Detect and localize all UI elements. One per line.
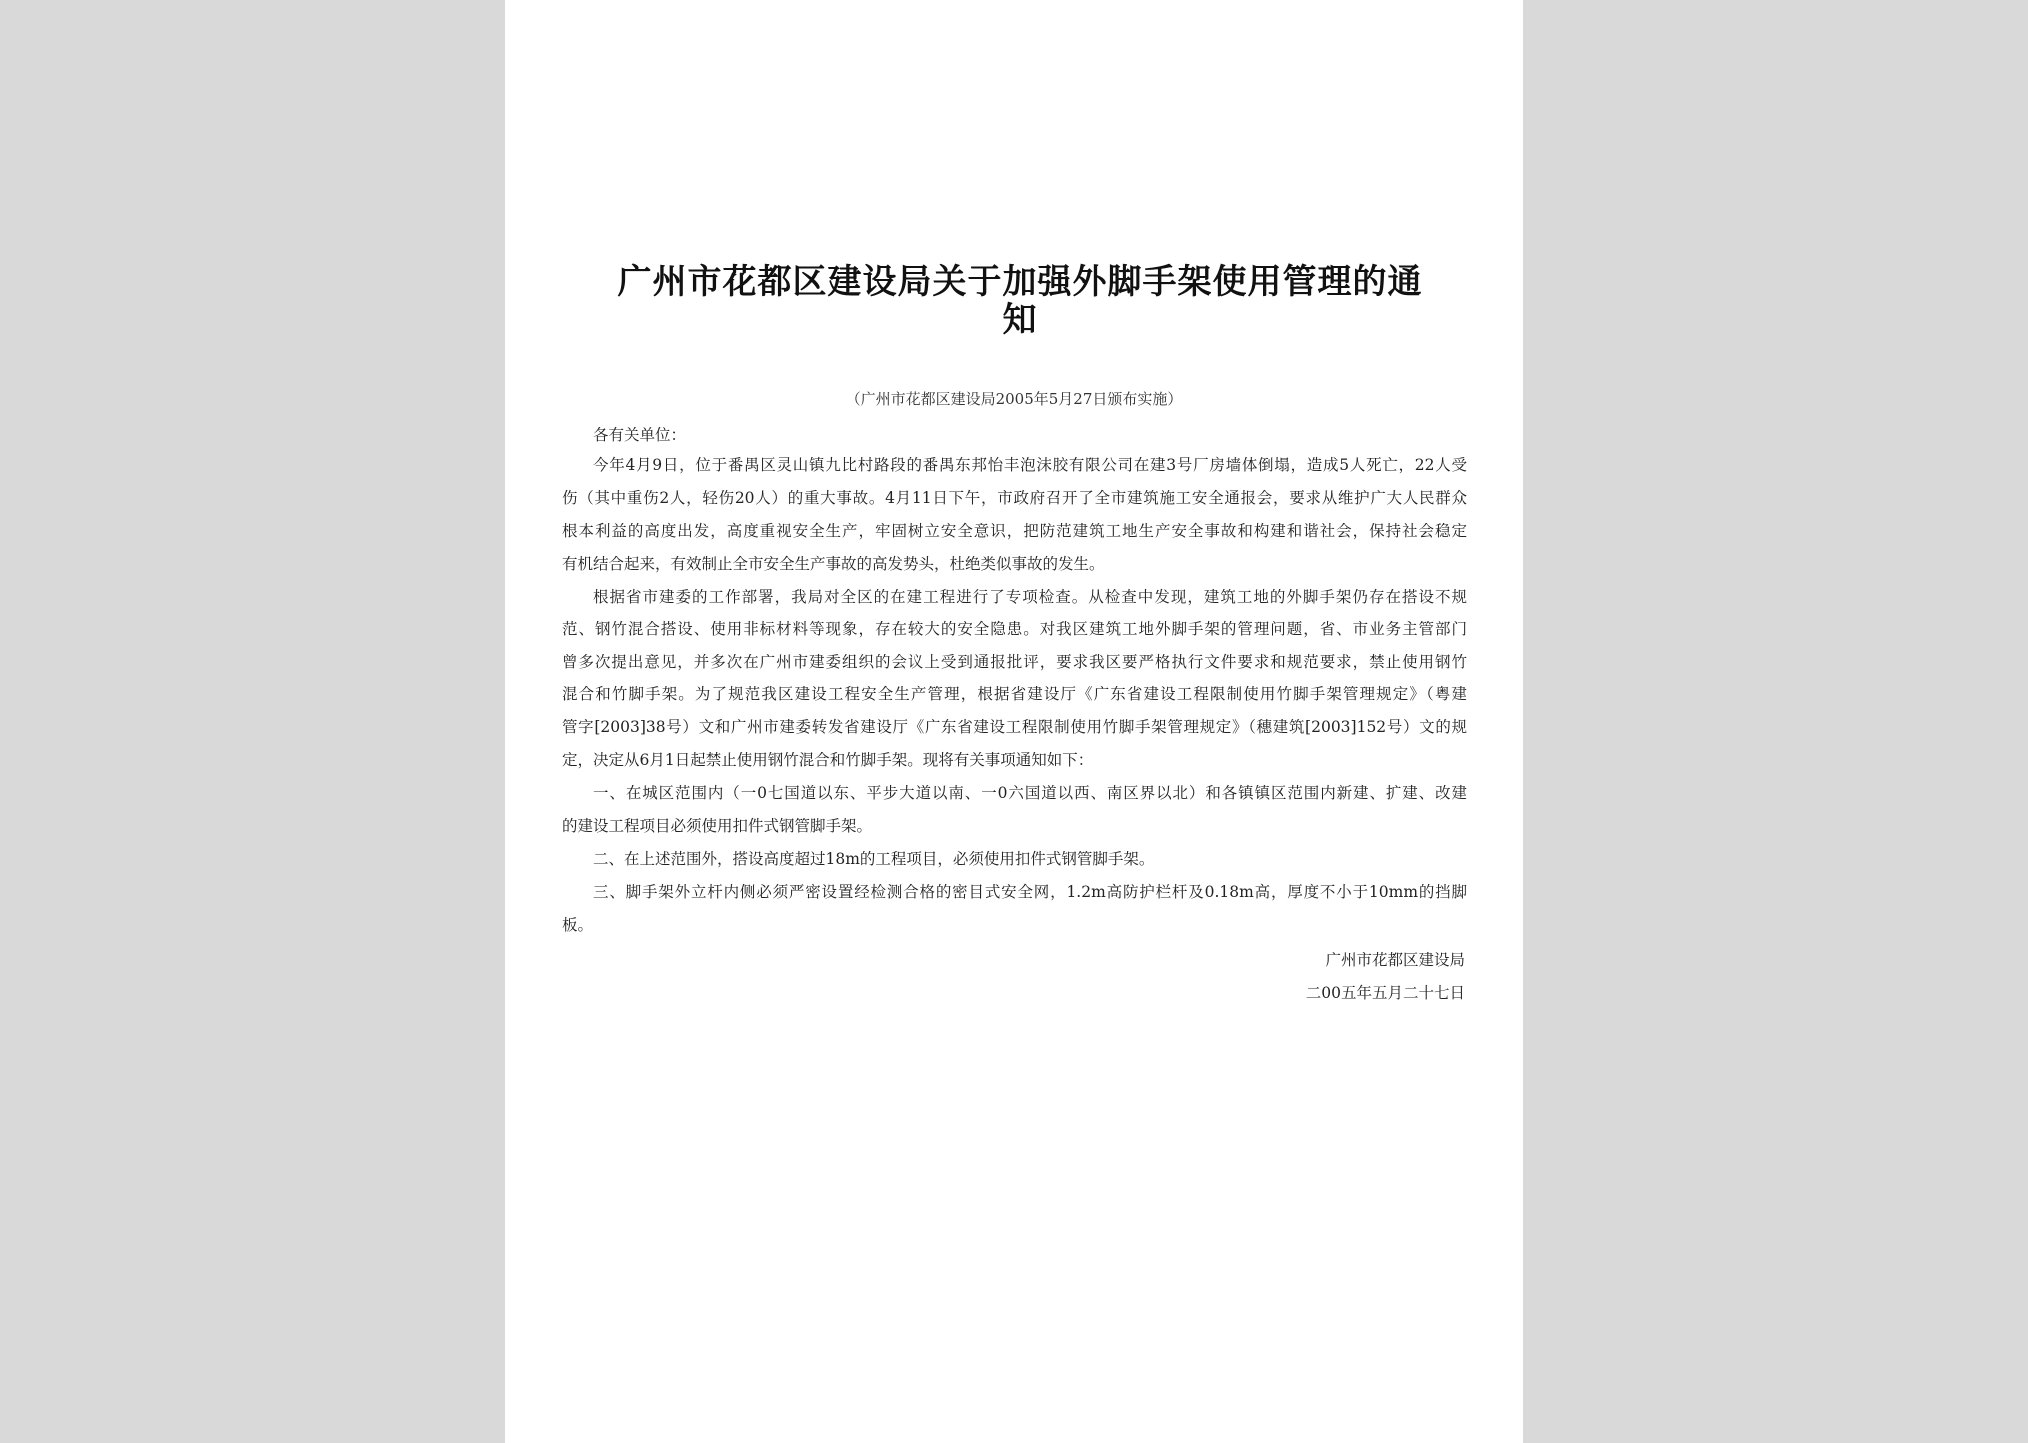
body-line: 二、在上述范围外，搭设高度超过18m的工程项目，必须使用扣件式钢管脚手架。	[593, 850, 1155, 868]
body-line: 定，决定从6月1日起禁止使用钢竹混合和竹脚手架。现将有关事项通知如下：	[562, 751, 1094, 769]
body-line: 三、脚手架外立杆内侧必须严密设置经检测合格的密目式安全网，1.2m高防护栏杆及0.18m高，厚度不小于10mm的挡脚	[593, 883, 1467, 901]
body-line: 混合和竹脚手架。为了规范我区建设工程安全生产管理，根据省建设厅《广东省建设工程限制使用竹脚手架管理规定》（粤建	[562, 685, 1467, 703]
body-line: 的建设工程项目必须使用扣件式钢管脚手架。	[562, 817, 873, 835]
body-line: 一、在城区范围内（一0七国道以东、平步大道以南、一0六国道以西、南区界以北）和各镇镇区范围内新建、扩建、改建	[593, 784, 1467, 802]
signature-date: 二00五年五月二十七日	[1305, 984, 1465, 1002]
body-line: 曾多次提出意见，并多次在广州市建委组织的会议上受到通报批评，要求我区要严格执行文件要求和规范要求，禁止使用钢竹	[562, 653, 1467, 671]
document-page	[505, 0, 1523, 1443]
body-line: 今年4月9日，位于番禺区灵山镇九比村路段的番禺东邦怡丰泡沫胶有限公司在建3号厂房墙体倒塌，造成5人死亡，22人受	[593, 456, 1467, 474]
body-line: 板。	[562, 916, 594, 934]
document-title-line-1: 广州市花都区建设局关于加强外脚手架使用管理的通	[617, 262, 1423, 302]
body-line: 有机结合起来，有效制止全市安全生产事故的高发势头，杜绝类似事故的发生。	[562, 555, 1105, 573]
body-line: 根据省市建委的工作部署，我局对全区的在建工程进行了专项检查。从检查中发现，建筑工地的外脚手架仍存在搭设不规	[593, 588, 1467, 606]
greeting: 各有关单位：	[593, 426, 687, 444]
body-line: 伤（其中重伤2人，轻伤20人）的重大事故。4月11日下午，市政府召开了全市建筑施工安全通报会，要求从维护广大人民群众	[562, 489, 1467, 507]
body-line: 根本利益的高度出发，高度重视安全生产，牢固树立安全意识，把防范建筑工地生产安全事故和构建和谐社会，保持社会稳定	[562, 522, 1467, 540]
document-title-line-2: 知	[1002, 300, 1038, 340]
signature-organization: 广州市花都区建设局	[1325, 951, 1465, 969]
body-line: 管字[2003]38号）文和广州市建委转发省建设厅《广东省建设工程限制使用竹脚手架管理规定》（穗建筑[2003]152号）文的规	[562, 718, 1467, 736]
body-line: 范、钢竹混合搭设、使用非标材料等现象，存在较大的安全隐患。对我区建筑工地外脚手架的管理问题，省、市业务主管部门	[562, 620, 1467, 638]
document-subtitle: （广州市花都区建设局2005年5月27日颁布实施）	[845, 390, 1183, 408]
